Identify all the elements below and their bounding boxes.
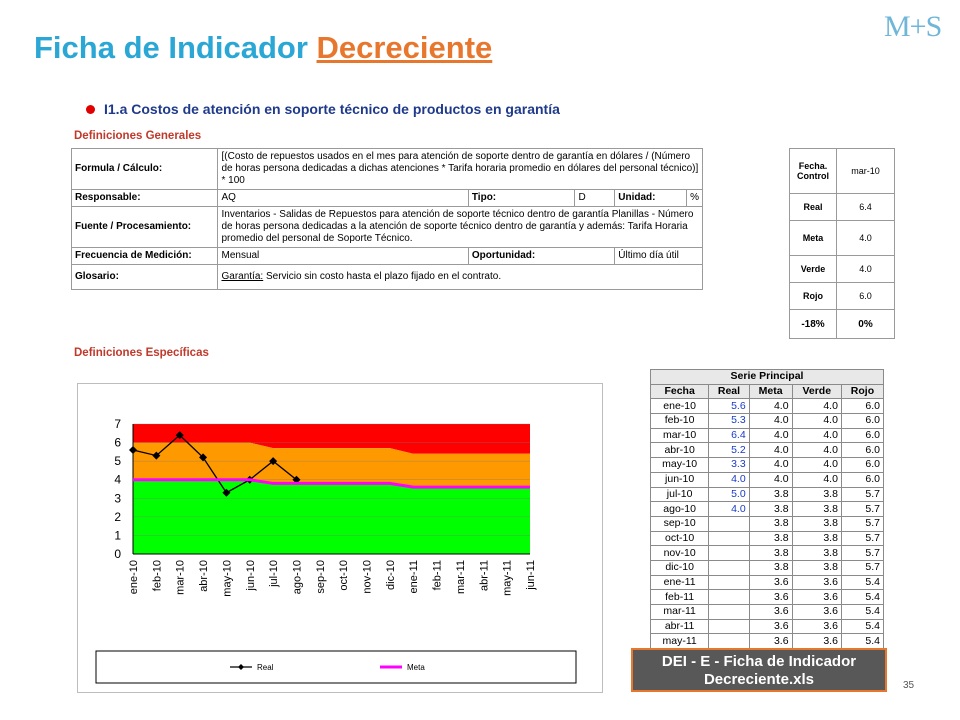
serie-header: Fecha <box>651 384 709 399</box>
serie-cell: ago-10 <box>651 502 709 517</box>
control-meta-label: Meta <box>790 221 837 256</box>
serie-cell: 3.8 <box>749 531 792 546</box>
section-specific-title: Definiciones Específicas <box>74 347 209 359</box>
serie-cell: 3.6 <box>749 619 792 634</box>
table-row <box>651 531 884 546</box>
x-tick-label: may-10 <box>221 560 234 597</box>
x-tick-label: mar-11 <box>454 560 467 595</box>
serie-cell: ene-10 <box>651 399 709 414</box>
serie-cell: oct-10 <box>651 531 709 546</box>
page-number: 35 <box>903 680 915 691</box>
serie-cell: 4.0 <box>792 443 841 458</box>
serie-cell: 3.6 <box>792 605 841 620</box>
serie-header: Meta <box>749 384 792 399</box>
serie-cell <box>709 575 749 590</box>
serie-cell: 4.0 <box>709 502 749 517</box>
x-tick-label: jun-10 <box>244 560 257 591</box>
line-chart <box>78 384 602 692</box>
title-main: Ficha de Indicador <box>34 30 317 65</box>
serie-cell: 6.0 <box>841 443 883 458</box>
serie-title: Serie Principal <box>651 370 884 385</box>
serie-cell: 6.0 <box>841 472 883 487</box>
serie-cell: 5.7 <box>841 502 883 517</box>
table-row <box>651 546 884 561</box>
serie-cell: feb-11 <box>651 590 709 605</box>
serie-cell: 4.0 <box>749 458 792 473</box>
serie-cell: 4.0 <box>749 414 792 429</box>
x-tick-label: feb-11 <box>431 560 444 591</box>
serie-cell: jun-10 <box>651 472 709 487</box>
frecuencia-label: Frecuencia de Medición: <box>72 248 218 265</box>
y-tick-label: 5 <box>114 454 121 469</box>
serie-cell: 6.0 <box>841 458 883 473</box>
serie-cell: 5.7 <box>841 531 883 546</box>
serie-cell <box>709 516 749 531</box>
table-row <box>651 414 884 429</box>
fuente-label: Fuente / Procesamiento: <box>72 207 218 248</box>
serie-cell: 3.6 <box>792 590 841 605</box>
x-tick-label: ago-10 <box>291 560 304 595</box>
fuente-value: Inventarios - Salidas de Repuestos para atención de soporte técnico dentro de garantía Planillas - Número de horas persona dedicadas a la atención de soporte técnico dentro de garantía y además: Tarifa Horaria promedio del personal de Soporte Técnico. <box>218 207 703 248</box>
serie-cell: 3.6 <box>749 634 792 649</box>
x-tick-label: dic-10 <box>384 560 397 590</box>
control-real-value: 6.4 <box>837 194 895 221</box>
bullet-icon <box>86 105 95 114</box>
serie-cell: 4.0 <box>709 472 749 487</box>
section-general-title: Definiciones Generales <box>74 130 202 142</box>
serie-cell: mar-11 <box>651 605 709 620</box>
serie-cell: 6.0 <box>841 428 883 443</box>
serie-cell: 6.0 <box>841 399 883 414</box>
x-tick-label: nov-10 <box>361 560 374 594</box>
y-tick-label: 6 <box>114 435 121 450</box>
row-glosario <box>72 265 703 290</box>
serie-cell: 6.4 <box>709 428 749 443</box>
serie-cell: 5.4 <box>841 590 883 605</box>
chart-container <box>77 383 603 693</box>
serie-cell: 4.0 <box>792 458 841 473</box>
serie-cell: 3.6 <box>792 575 841 590</box>
serie-cell: 3.8 <box>749 560 792 575</box>
table-row <box>651 399 884 414</box>
table-row <box>651 502 884 517</box>
x-tick-label: ene-11 <box>408 560 421 594</box>
serie-cell <box>709 619 749 634</box>
x-tick-label: abr-11 <box>478 560 491 591</box>
serie-cell: 4.0 <box>749 472 792 487</box>
unidad-value: % <box>687 190 703 207</box>
serie-cell: 4.0 <box>749 399 792 414</box>
serie-cell: 3.6 <box>749 590 792 605</box>
frecuencia-value: Mensual <box>218 248 468 265</box>
row-responsable <box>72 190 703 207</box>
serie-cell <box>709 590 749 605</box>
x-tick-label: jul-10 <box>268 560 281 587</box>
serie-table <box>650 369 884 649</box>
control-verde-value: 4.0 <box>837 256 895 283</box>
serie-cell: 5.3 <box>709 414 749 429</box>
y-tick-label: 3 <box>114 491 121 506</box>
table-row <box>651 516 884 531</box>
serie-cell: ene-11 <box>651 575 709 590</box>
table-row <box>651 458 884 473</box>
tipo-value: D <box>575 190 615 207</box>
title-accent: Decreciente <box>316 30 493 65</box>
serie-cell: feb-10 <box>651 414 709 429</box>
glosario-label: Glosario: <box>72 265 218 290</box>
legend-box <box>96 651 576 683</box>
table-row <box>651 619 884 634</box>
table-row <box>651 575 884 590</box>
serie-cell: may-11 <box>651 634 709 649</box>
serie-table-wrapper <box>650 369 886 649</box>
formula-label: Formula / Cálculo: <box>72 149 218 190</box>
table-row <box>651 560 884 575</box>
control-rojo-label: Rojo <box>790 283 837 310</box>
serie-cell: 3.8 <box>792 531 841 546</box>
serie-header: Rojo <box>841 384 883 399</box>
serie-cell: 3.8 <box>749 546 792 561</box>
serie-cell <box>709 605 749 620</box>
responsable-value: AQ <box>218 190 468 207</box>
x-tick-label: jun-11 <box>525 560 537 590</box>
serie-cell: sep-10 <box>651 516 709 531</box>
serie-cell: 3.8 <box>749 487 792 502</box>
x-tick-label: oct-10 <box>338 560 351 591</box>
glosario-term: Garantía: <box>221 271 264 282</box>
serie-cell: 4.0 <box>792 428 841 443</box>
row-fuente <box>72 207 703 248</box>
serie-cell: 5.7 <box>841 487 883 502</box>
control-verde-label: Verde <box>790 256 837 283</box>
serie-cell: 5.7 <box>841 560 883 575</box>
table-row <box>651 605 884 620</box>
serie-cell: 3.6 <box>749 605 792 620</box>
serie-cell: 5.0 <box>709 487 749 502</box>
serie-cell <box>709 531 749 546</box>
control-rojo-value: 6.0 <box>837 283 895 310</box>
oportunidad-value: Último día útil <box>615 248 703 265</box>
table-row <box>651 634 884 649</box>
serie-cell: 3.6 <box>792 619 841 634</box>
page-title <box>34 30 492 66</box>
serie-cell: 3.6 <box>749 575 792 590</box>
serie-cell <box>709 560 749 575</box>
control-meta-value: 4.0 <box>837 221 895 256</box>
serie-cell: 3.8 <box>792 560 841 575</box>
control-pct: -18% <box>790 310 837 339</box>
y-tick-label: 2 <box>114 509 121 524</box>
serie-cell: 5.7 <box>841 516 883 531</box>
oportunidad-label: Oportunidad: <box>468 248 614 265</box>
y-tick-label: 0 <box>114 547 121 561</box>
serie-cell: 4.0 <box>792 414 841 429</box>
serie-cell: 5.4 <box>841 575 883 590</box>
glosario-text: Servicio sin costo hasta el plazo fijado en el contrato. <box>263 271 502 282</box>
serie-cell: abr-10 <box>651 443 709 458</box>
fecha-control-label: Fecha. Control <box>790 149 837 194</box>
x-tick-label: feb-10 <box>151 560 164 592</box>
serie-header: Real <box>709 384 749 399</box>
legend-label: Meta <box>407 663 425 672</box>
serie-cell: 3.8 <box>749 516 792 531</box>
x-tick-label: abr-10 <box>198 560 211 592</box>
legend-label: Real <box>257 663 274 672</box>
serie-cell: 3.8 <box>792 546 841 561</box>
serie-cell: 5.4 <box>841 605 883 620</box>
fecha-control-value: mar-10 <box>837 149 895 194</box>
serie-cell: 4.0 <box>749 443 792 458</box>
serie-cell: 4.0 <box>792 472 841 487</box>
serie-cell: may-10 <box>651 458 709 473</box>
tipo-label: Tipo: <box>468 190 575 207</box>
serie-cell: 3.8 <box>792 502 841 517</box>
serie-cell: 5.2 <box>709 443 749 458</box>
serie-cell: 5.4 <box>841 619 883 634</box>
y-tick-label: 4 <box>114 472 121 487</box>
table-row <box>651 472 884 487</box>
serie-cell: mar-10 <box>651 428 709 443</box>
table-row <box>651 590 884 605</box>
serie-cell: nov-10 <box>651 546 709 561</box>
control-pct2: 0% <box>837 310 895 339</box>
glosario-value <box>218 265 703 290</box>
serie-cell: 6.0 <box>841 414 883 429</box>
table-row <box>651 487 884 502</box>
serie-cell: dic-10 <box>651 560 709 575</box>
serie-cell: 3.8 <box>792 516 841 531</box>
serie-cell: jul-10 <box>651 487 709 502</box>
x-tick-label: mar-10 <box>174 560 187 595</box>
x-tick-label: sep-10 <box>314 560 327 594</box>
x-tick-label: ene-10 <box>128 560 140 595</box>
table-row <box>651 428 884 443</box>
serie-cell: 5.4 <box>841 634 883 649</box>
serie-cell: 3.8 <box>792 487 841 502</box>
table-row <box>651 443 884 458</box>
definitions-table <box>71 148 703 290</box>
y-tick-label: 7 <box>114 417 121 431</box>
serie-header-row <box>651 384 884 399</box>
download-file-button[interactable]: DEI - E - Ficha de Indicador Decreciente.xls <box>631 648 887 692</box>
serie-cell: 3.6 <box>792 634 841 649</box>
row-frecuencia <box>72 248 703 265</box>
serie-cell: 5.6 <box>709 399 749 414</box>
responsable-label: Responsable: <box>72 190 218 207</box>
indicator-title: I1.a Costos de atención en soporte técnico de productos en garantía <box>104 101 560 117</box>
serie-cell <box>709 634 749 649</box>
serie-cell: 5.7 <box>841 546 883 561</box>
y-tick-label: 1 <box>114 528 121 543</box>
serie-cell <box>709 546 749 561</box>
company-logo: M+S <box>884 10 942 43</box>
serie-cell: 4.0 <box>749 428 792 443</box>
row-formula <box>72 149 703 190</box>
control-table <box>789 148 895 339</box>
unidad-label: Unidad: <box>615 190 687 207</box>
serie-cell: 3.8 <box>749 502 792 517</box>
control-real-label: Real <box>790 194 837 221</box>
serie-cell: abr-11 <box>651 619 709 634</box>
serie-cell: 4.0 <box>792 399 841 414</box>
formula-value: [(Costo de repuestos usados en el mes para atención de soporte dentro de garantía en dólares / (Número de horas persona dedicadas a dichas atenciones * Tarifa horaria promedio en dólares del personal técnico)] * 100 <box>218 149 703 190</box>
x-tick-label: may-11 <box>501 560 514 596</box>
serie-cell: 3.3 <box>709 458 749 473</box>
serie-header: Verde <box>792 384 841 399</box>
